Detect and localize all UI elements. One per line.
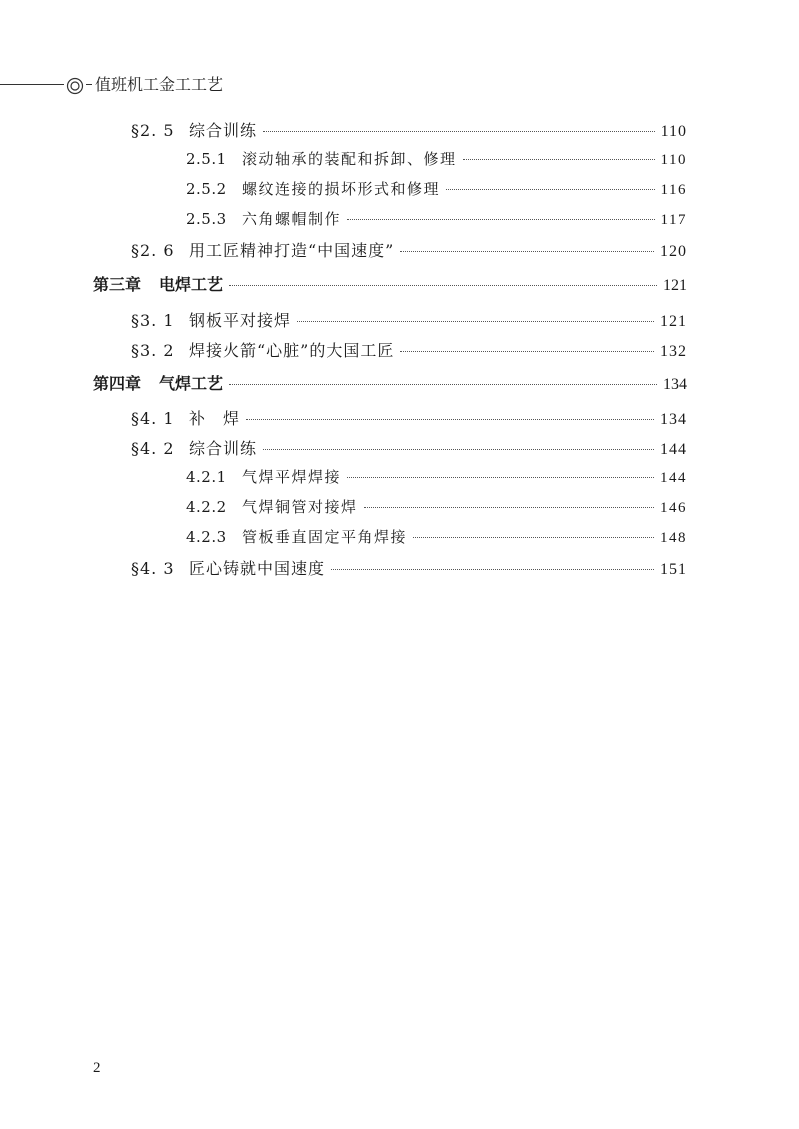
toc-page: 120: [660, 243, 687, 260]
header-title: 值班机工金工工艺: [95, 75, 224, 94]
toc-page: 110: [660, 123, 687, 140]
toc-page: 146: [660, 500, 687, 516]
toc-entry[interactable]: [186, 148, 687, 174]
toc-entry[interactable]: [131, 406, 687, 432]
toc-page: 144: [660, 470, 687, 486]
toc-title: 用工匠精神打造“中国速度”: [189, 241, 395, 260]
dot-leader: [246, 419, 654, 420]
toc-title: 综合训练: [189, 439, 258, 458]
toc-title: 六角螺帽制作: [242, 210, 342, 228]
toc-number: 4.2.3: [186, 528, 227, 546]
toc-number: 2.5.1: [186, 150, 227, 168]
toc-chapter-entry[interactable]: [93, 272, 687, 298]
dot-leader: [347, 219, 655, 220]
dot-leader: [297, 321, 654, 322]
dot-leader: [413, 537, 654, 538]
toc-title: 钢板平对接焊: [189, 311, 292, 330]
toc-number: 4.2.2: [186, 498, 227, 516]
toc-page: 134: [663, 376, 687, 393]
toc-title: 焊接火箭“心脏”的大国工匠: [189, 341, 395, 360]
dot-leader: [400, 351, 654, 352]
toc-entry[interactable]: [186, 496, 687, 522]
toc-number: §4. 3: [131, 559, 175, 578]
dot-leader: [229, 285, 657, 286]
dot-leader: [347, 477, 654, 478]
toc-chapter-entry[interactable]: [93, 371, 687, 397]
toc-title: 气焊铜管对接焊: [242, 498, 358, 516]
chapter-number: 第三章: [93, 275, 142, 294]
dot-leader: [463, 159, 655, 160]
dot-leader: [263, 131, 655, 132]
toc-entry[interactable]: [131, 556, 687, 582]
toc-page: 121: [660, 313, 687, 330]
toc-number: §2. 6: [131, 241, 175, 260]
toc-entry[interactable]: [131, 118, 687, 144]
dot-leader: [229, 384, 657, 385]
toc-page: 151: [660, 561, 687, 578]
toc-title: 综合训练: [189, 121, 258, 140]
toc-entry[interactable]: [186, 466, 687, 492]
toc-number: §2. 5: [131, 121, 175, 140]
toc-entry[interactable]: [131, 338, 687, 364]
toc-number: §4. 2: [131, 439, 175, 458]
toc-number: §3. 1: [131, 311, 175, 330]
page-number: 2: [93, 1060, 101, 1076]
toc-entry[interactable]: [186, 526, 687, 552]
toc-number: 2.5.3: [186, 210, 227, 228]
toc-entry[interactable]: [131, 308, 687, 334]
toc-number: §3. 2: [131, 341, 175, 360]
toc-page: 110: [660, 152, 687, 168]
toc-title: 气焊平焊焊接: [242, 468, 342, 486]
toc-entry[interactable]: [186, 208, 687, 234]
toc-page: 116: [660, 182, 687, 198]
chapter-title: 电焊工艺: [159, 275, 224, 294]
toc-entry[interactable]: [186, 178, 687, 204]
toc-title: 滚动轴承的装配和拆卸、修理: [242, 150, 457, 168]
chapter-number: 第四章: [93, 374, 142, 393]
dot-leader: [446, 189, 655, 190]
toc-page: 132: [660, 343, 687, 360]
toc-title: 匠心铸就中国速度: [189, 559, 326, 578]
dot-leader: [331, 569, 654, 570]
toc-title: 管板垂直固定平角焊接: [242, 528, 408, 546]
dot-leader: [364, 507, 654, 508]
toc-page: 134: [660, 411, 687, 428]
toc-title: 螺纹连接的损坏形式和修理: [242, 180, 441, 198]
toc-entry[interactable]: [131, 436, 687, 462]
dot-leader: [400, 251, 654, 252]
toc-number: 4.2.1: [186, 468, 227, 486]
toc-page: 148: [660, 530, 687, 546]
toc-entry[interactable]: [131, 238, 687, 264]
toc-page: 117: [660, 212, 687, 228]
toc-number: 2.5.2: [186, 180, 227, 198]
toc-page: 121: [663, 277, 687, 294]
toc-title: 补 焊: [189, 409, 241, 428]
chapter-title: 气焊工艺: [159, 374, 224, 393]
toc-number: §4. 1: [131, 409, 175, 428]
toc-page: 144: [660, 441, 687, 458]
dot-leader: [263, 449, 654, 450]
